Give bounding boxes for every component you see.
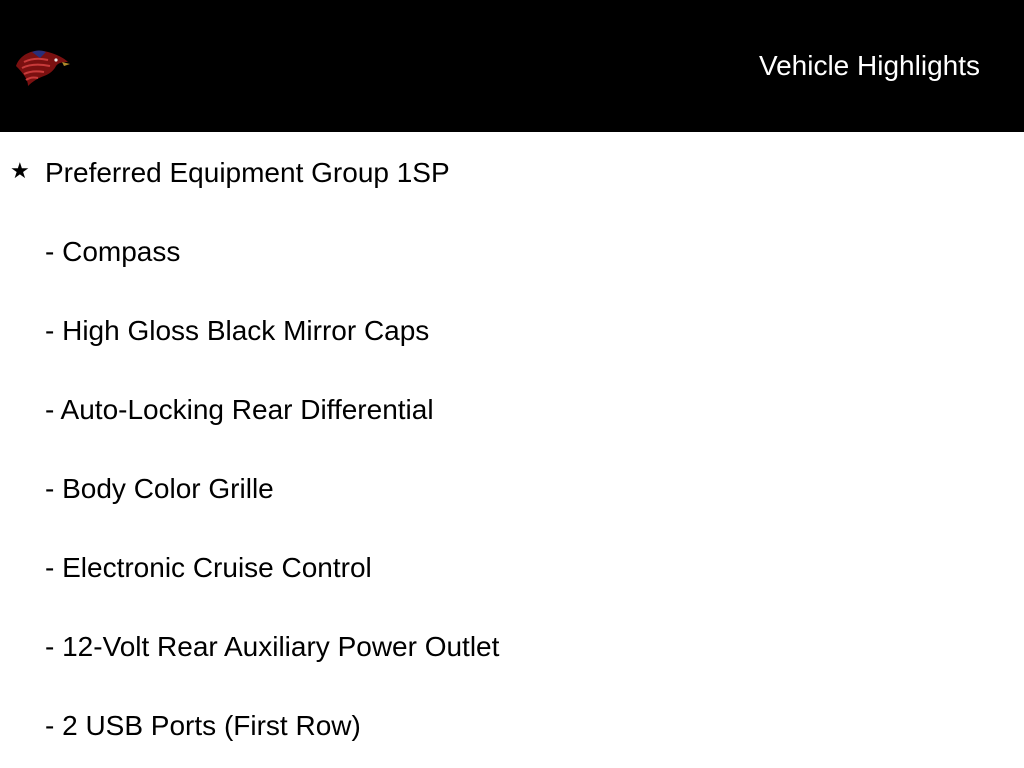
page-title: Vehicle Highlights bbox=[758, 50, 980, 81]
equipment-group-heading bbox=[0, 156, 900, 190]
feature-item: - Compass bbox=[45, 236, 181, 267]
highlights-list bbox=[0, 132, 1024, 768]
star-icon: ★ bbox=[10, 158, 30, 183]
eagle-flag-logo-icon bbox=[10, 44, 70, 88]
equipment-group-title: Preferred Equipment Group 1SP bbox=[45, 157, 450, 188]
header-bar bbox=[0, 0, 1024, 132]
feature-item: - Auto-Locking Rear Differential bbox=[45, 394, 434, 425]
feature-item: - 2 USB Ports (First Row) bbox=[45, 710, 361, 741]
feature-item: - Electronic Cruise Control bbox=[45, 552, 372, 583]
feature-item: - 12-Volt Rear Auxiliary Power Outlet bbox=[45, 631, 500, 662]
feature-item: - High Gloss Black Mirror Caps bbox=[45, 315, 430, 346]
feature-item: - Body Color Grille bbox=[45, 473, 274, 504]
